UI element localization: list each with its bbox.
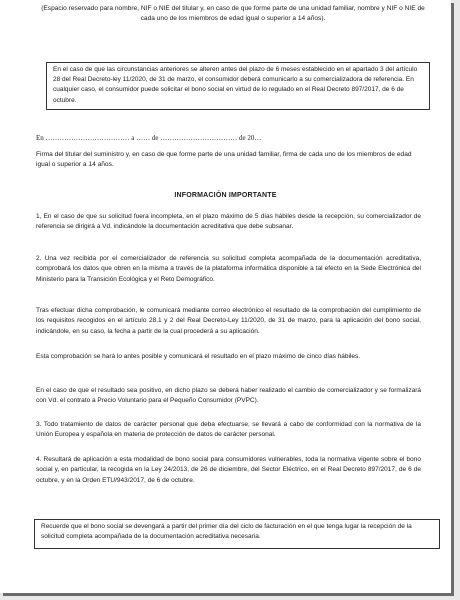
paragraph-6: 3. Todo tratamiento de datos de carácter personal que deba efectuarse, se llevará a cabo de conformidad con la normativa de la Unión Europea y española en materia de protección de datos de carácter personal. xyxy=(36,421,421,439)
paragraph-4: Esta comprobación se hará lo antes posible y comunicará el resultado en el plazo máximo de cinco días hábiles. xyxy=(36,353,361,360)
section-heading: INFORMACIÓN IMPORTANTE xyxy=(174,192,277,199)
footer-box xyxy=(34,519,440,549)
notice-box xyxy=(46,62,430,110)
footer-box-text: Recuerde que el bono social se devengará a partir del primer día del ciclo de facturación en el que tenga lugar la recepción de la solicitud completa acompañada de la documentación acreditativa necesaria. xyxy=(41,523,412,541)
paragraph-7: 4. Resultará de aplicación a esta modalidad de bono social para consumidores vulnerables, toda la normativa vigente sobre el bono social y, en particular, la recogida en la Ley 24/2013, de 26 de diciembre, del Sector Eléctrico, en el Real Decreto 897/2017, de 6 de octubre, y en la Orden ETU/943/2017, de 6 de octubre. xyxy=(36,456,421,484)
signature-text: Firma del titular del suministro y, en caso de que forme parte de una unidad familiar, firma de cada uno de los miembros de edad igual o superior a 14 años. xyxy=(36,151,412,169)
date-line: En ……………………………… a …… de …………………………… de 20… xyxy=(36,134,262,142)
paragraph-1: 1, En el caso de que su solicitud fuera incompleta, en el plazo máximo de 5 días hábiles desde la recepción, su comercializador de referencia se dirigirá a Vd. indicándole la documentación acreditativa que debe subsanar. xyxy=(36,213,421,231)
paragraph-2: 2. Una vez recibida por el comercializador de referencia su solicitud completa acompañada de la documentación acreditativa, comprobará los datos que obren en la misma a través de la plataforma informática disponible a tal efecto en la Sede Electrónica del Ministerio para la Transición Ecológica y el Reto Demográfico. xyxy=(36,255,421,283)
notice-box-text: En el caso de que las circunstancias anteriores se alteren antes del plazo de 6 meses establecido en el apartado 3 del artículo 28 del Real Decreto-ley 11/2020, de 31 de marzo, el consumidor deberá comunicarlo a su comercializadora de referencia. En cualquier caso, el consumidor puede solicitar el bono social en virtud de lo regulado en el Real Decreto 897/2017, de 6 de octubre. xyxy=(53,66,418,104)
reserved-space-note: (Espacio reservado para nombre, NIF o NIE del titular y, en caso de que forme parte de una unidad familiar, nombre y NIF o NIE de cada uno de los miembros de edad igual o superior a 14 años). xyxy=(41,5,425,22)
paragraph-5: En el caso de que el resultado sea positivo, en dicho plazo se deberá haber realizado el cambio de comercializador y se formalizará con Vd. el contrato a Precio Voluntario para el Pequeño Consumidor (PVPC). xyxy=(36,387,421,405)
paragraph-3: Tras efectuar dicha comprobación, le comunicará mediante correo electrónico el resultado de la comprobación del cumplimiento de los requisitos recogidos en el artículo 28.1 y 2 del Real Decreto-Ley 11/2020, de 31 de marzo, para la aplicación del bono social, indicándole, en su caso, la fecha a partir de la cual procederá a su aplicación. xyxy=(36,307,421,335)
